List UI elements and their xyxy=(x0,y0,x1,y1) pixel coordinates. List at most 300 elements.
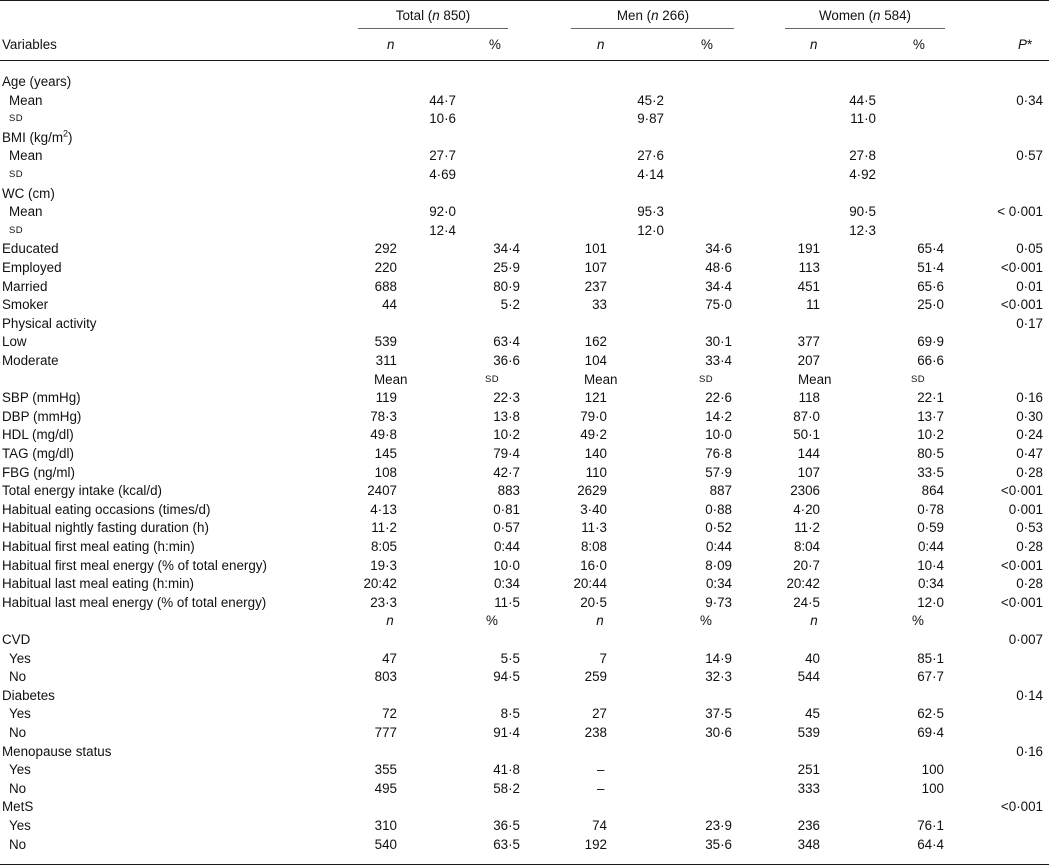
cell-value: 0:34 xyxy=(917,576,944,592)
cell-dash: – xyxy=(597,780,605,796)
p-value: 0·05 xyxy=(1016,241,1043,257)
row-label: No xyxy=(9,725,27,740)
group-header-men xyxy=(568,8,738,23)
table-row xyxy=(0,315,1049,334)
cell-value: 495 xyxy=(374,780,397,796)
subheader-label: % xyxy=(486,613,498,629)
row-label: Yes xyxy=(9,818,31,833)
group-n-symbol: n xyxy=(651,8,659,23)
row-label-text: BMI (kg/m xyxy=(2,129,64,145)
row-label: Habitual eating occasions (times/d) xyxy=(2,501,211,517)
cell-value: 30·1 xyxy=(705,334,732,350)
cell-value: 4·92 xyxy=(849,167,876,182)
row-label: SD xyxy=(9,224,23,236)
table-row xyxy=(0,333,1049,352)
cell-value: 20:42 xyxy=(786,576,820,592)
row-label xyxy=(2,129,73,148)
table-row xyxy=(0,761,1049,780)
subheader-label: Mean xyxy=(798,371,832,387)
p-value: 0·24 xyxy=(1016,427,1043,443)
cell-value: 107 xyxy=(584,260,607,275)
table-row xyxy=(0,352,1049,371)
n-header-total: n xyxy=(387,37,395,52)
cell-value: 883 xyxy=(497,483,520,499)
cell-value: 2407 xyxy=(367,483,397,499)
cell-value: 35·6 xyxy=(705,836,732,852)
cell-value: 8·5 xyxy=(500,706,520,722)
table-row xyxy=(0,817,1049,836)
cell-value: 4·69 xyxy=(429,167,456,182)
p-value: <0·001 xyxy=(1000,297,1043,313)
row-label: SD xyxy=(9,169,23,180)
table-row xyxy=(0,426,1049,445)
cell-value: 94·5 xyxy=(493,669,520,685)
subheader-label: Mean xyxy=(584,371,618,387)
cell-value: 355 xyxy=(374,762,397,778)
subheader-label: SD xyxy=(699,373,713,385)
cell-value: 76·1 xyxy=(917,818,944,833)
group-header-total xyxy=(358,8,508,23)
cell-value: 259 xyxy=(584,669,607,685)
p-value: <0·001 xyxy=(1000,557,1043,573)
subheader-label: Mean xyxy=(374,371,408,387)
cell-value: 688 xyxy=(374,278,397,294)
cell-value: 10·0 xyxy=(493,557,520,573)
subheader-label: SD xyxy=(911,373,925,385)
p-value: 0·34 xyxy=(1016,92,1043,108)
table-row xyxy=(0,482,1049,501)
cell-value: 91·4 xyxy=(493,725,520,740)
table-row xyxy=(0,836,1049,855)
table-row xyxy=(0,538,1049,557)
table-row xyxy=(0,389,1049,408)
cell-value: 66·6 xyxy=(917,353,944,368)
group-underline-total xyxy=(358,28,508,29)
subheader-label: n xyxy=(386,613,394,629)
cell-value: 30·6 xyxy=(705,725,732,740)
table-row xyxy=(0,464,1049,483)
table-row xyxy=(0,371,1049,390)
cell-value: 10·2 xyxy=(917,427,944,443)
row-label: Yes xyxy=(9,762,31,778)
row-label: Total energy intake (kcal/d) xyxy=(2,483,163,499)
cell-value: 777 xyxy=(374,725,397,740)
subheader-label: n xyxy=(810,613,818,629)
table-row xyxy=(0,743,1049,762)
cell-value: 107 xyxy=(797,464,820,480)
cell-value: 0:44 xyxy=(705,539,732,554)
cell-value: 9·87 xyxy=(637,111,664,127)
cell-value: 27·7 xyxy=(429,148,456,164)
table-row xyxy=(0,798,1049,817)
cell-value: 27·6 xyxy=(637,148,664,164)
table-row xyxy=(0,612,1049,631)
cell-value: 90·5 xyxy=(849,204,876,220)
table-row xyxy=(0,129,1049,148)
cell-value: 19·3 xyxy=(370,557,397,573)
cell-value: 207 xyxy=(797,353,820,368)
table-row xyxy=(0,166,1049,185)
cell-value: 12·4 xyxy=(429,222,456,238)
cell-value: 14·2 xyxy=(705,408,732,424)
p-value: 0·16 xyxy=(1016,743,1043,759)
cell-value: 36·6 xyxy=(493,353,520,368)
row-label: Married xyxy=(2,278,48,294)
cell-value: 0:44 xyxy=(917,539,944,554)
cell-value: 10·6 xyxy=(429,111,456,127)
cell-value: 110 xyxy=(585,464,607,480)
cell-value: 13·7 xyxy=(917,408,944,424)
cell-value: 44·7 xyxy=(429,92,456,108)
subheader-label: % xyxy=(912,613,924,629)
cell-value: 0·59 xyxy=(917,520,944,536)
cell-value: 63·5 xyxy=(493,836,520,852)
variables-header: Variables xyxy=(2,37,57,52)
cell-value: 69·9 xyxy=(917,334,944,350)
cell-value: 310 xyxy=(374,818,397,833)
cell-value: 119 xyxy=(375,390,397,406)
cell-value: 33·5 xyxy=(917,464,944,480)
table-row xyxy=(0,705,1049,724)
cell-value: 3·40 xyxy=(580,501,607,517)
table-row xyxy=(0,296,1049,315)
cell-value: 887 xyxy=(709,483,732,499)
cell-value: 145 xyxy=(374,446,397,461)
cell-value: 10·4 xyxy=(917,557,944,573)
cell-value: 292 xyxy=(374,241,397,257)
group-n-symbol: n xyxy=(873,8,881,23)
cell-value: 101 xyxy=(584,241,607,257)
cell-value: 0·78 xyxy=(917,501,944,517)
cell-value: 50·1 xyxy=(793,427,820,443)
cell-value: 48·6 xyxy=(705,260,732,275)
row-label: SBP (mmHg) xyxy=(2,390,81,406)
cell-value: 121 xyxy=(584,390,607,406)
cell-value: 140 xyxy=(584,446,607,461)
cell-value: 803 xyxy=(374,669,397,685)
table-row xyxy=(0,222,1049,241)
p-value: 0·57 xyxy=(1016,148,1043,164)
cell-value: 65·6 xyxy=(917,278,944,294)
p-value: 0·30 xyxy=(1016,408,1043,424)
row-label-text: WC (cm) xyxy=(2,185,55,201)
cell-value: 5·2 xyxy=(500,297,520,313)
p-value: 0·001 xyxy=(1008,501,1043,517)
cell-value: 11·0 xyxy=(850,111,876,127)
pct-header-women: % xyxy=(913,37,925,52)
subheader-label: SD xyxy=(485,373,499,385)
group-label: Men ( xyxy=(616,8,652,23)
cell-value: 348 xyxy=(797,836,820,852)
cell-value: 74 xyxy=(592,818,607,833)
cell-value: 42·7 xyxy=(493,464,520,480)
row-label: Mean xyxy=(9,204,43,220)
cell-value: 44·5 xyxy=(849,92,876,108)
cell-value: 377 xyxy=(797,334,820,350)
cell-value: 311 xyxy=(375,353,397,368)
group-label: Total ( xyxy=(395,8,433,23)
cell-value: 33·4 xyxy=(705,353,732,368)
cell-value: 24·5 xyxy=(793,594,820,610)
table-row xyxy=(0,687,1049,706)
table-row xyxy=(0,445,1049,464)
table-row xyxy=(0,259,1049,278)
row-label: Habitual first meal energy (% of total energy) xyxy=(2,557,267,573)
row-label-end: ) xyxy=(68,129,73,145)
cell-value: 22·3 xyxy=(493,390,520,406)
cell-value: 113 xyxy=(798,260,820,275)
table-row xyxy=(0,408,1049,427)
cell-value: 67·7 xyxy=(917,669,944,685)
cell-value: 0·81 xyxy=(493,501,520,517)
p-value: 0·53 xyxy=(1016,520,1043,536)
cell-value: 79·0 xyxy=(580,408,607,424)
cell-value: 32·3 xyxy=(705,669,732,685)
group-underline-women xyxy=(785,28,945,29)
subheader-label: n xyxy=(596,613,604,629)
row-label: DBP (mmHg) xyxy=(2,408,82,424)
cell-value: 544 xyxy=(797,669,820,685)
cell-value: 63·4 xyxy=(493,334,520,350)
p-value: 0·14 xyxy=(1016,687,1043,703)
cell-value: 76·8 xyxy=(705,446,732,461)
cell-value: 69·4 xyxy=(917,725,944,740)
cell-value: 11·2 xyxy=(371,520,397,536)
p-value: 0·007 xyxy=(1008,632,1043,647)
table-row xyxy=(0,631,1049,650)
p-value: <0·001 xyxy=(1000,594,1043,610)
cell-value: 34·6 xyxy=(705,241,732,257)
row-label: Menopause status xyxy=(2,743,112,759)
subheader-label: % xyxy=(700,613,712,629)
cell-value: 100 xyxy=(921,780,944,796)
cell-value: 49·8 xyxy=(370,427,397,443)
n-header-women: n xyxy=(810,37,818,52)
cell-value: 0·52 xyxy=(705,520,732,536)
cell-value: 62·5 xyxy=(917,706,944,722)
header-rule xyxy=(0,60,1049,61)
cell-value: 79·4 xyxy=(493,446,520,461)
table-row xyxy=(0,650,1049,669)
cell-value: 64·4 xyxy=(917,836,944,852)
p-value: 0·17 xyxy=(1016,315,1043,331)
cell-value: 36·5 xyxy=(493,818,520,833)
table-row xyxy=(0,724,1049,743)
cell-value: 251 xyxy=(797,762,820,778)
cell-value: 108 xyxy=(374,464,397,480)
table-row xyxy=(0,73,1049,92)
cell-value: 22·6 xyxy=(705,390,732,406)
cell-value: 78·3 xyxy=(370,408,397,424)
cell-value: 47 xyxy=(382,650,397,666)
row-label: Habitual last meal eating (h:min) xyxy=(2,576,195,592)
row-label: Diabetes xyxy=(2,687,55,703)
row-label: Low xyxy=(2,334,27,350)
row-label: HDL (mg/dl) xyxy=(2,427,74,443)
row-label: Mean xyxy=(9,148,43,164)
cell-value: 45 xyxy=(805,706,820,722)
cell-value: 25·0 xyxy=(917,297,944,313)
cell-value: 95·3 xyxy=(637,204,664,220)
row-label: Physical activity xyxy=(2,315,97,331)
row-label xyxy=(2,185,55,204)
cell-value: 10·2 xyxy=(493,427,520,443)
row-label: SD xyxy=(9,113,23,125)
cell-value: 11·3 xyxy=(581,520,607,536)
cell-value: 220 xyxy=(374,260,397,275)
row-label: Employed xyxy=(2,260,62,275)
p-value: 0·28 xyxy=(1016,464,1043,480)
cell-value: 238 xyxy=(584,725,607,740)
cell-value: 80·9 xyxy=(493,278,520,294)
top-rule xyxy=(0,0,1049,1)
cell-value: 23·9 xyxy=(705,818,732,833)
cell-value: 37·5 xyxy=(705,706,732,722)
n-header-men: n xyxy=(597,37,605,52)
cell-value: 13·8 xyxy=(493,408,520,424)
p-value-header xyxy=(1018,36,1032,55)
table-row xyxy=(0,203,1049,222)
cell-value: 162 xyxy=(584,334,607,350)
cell-value: 118 xyxy=(798,390,820,406)
cell-value: 33 xyxy=(592,297,607,313)
bottom-rule xyxy=(0,864,1049,865)
row-label: TAG (mg/dl) xyxy=(2,446,74,461)
cell-value: 22·1 xyxy=(917,390,944,406)
cell-value: 72 xyxy=(382,706,397,722)
cell-value: 12·3 xyxy=(849,222,876,238)
row-label-text: Age (years) xyxy=(2,74,72,89)
table-row xyxy=(0,594,1049,613)
group-underline-men xyxy=(571,28,734,29)
cell-value: 10·0 xyxy=(705,427,732,443)
cell-value: 92·0 xyxy=(429,204,456,220)
cell-value: 4·20 xyxy=(793,501,820,517)
cell-value: 34·4 xyxy=(705,278,732,294)
p-value: <0·001 xyxy=(1000,799,1043,815)
cell-value: 0:44 xyxy=(493,539,520,554)
cell-value: 51·4 xyxy=(917,260,944,275)
cell-value: 57·9 xyxy=(705,464,732,480)
row-label: MetS xyxy=(2,799,34,815)
cell-value: 87·0 xyxy=(793,408,820,424)
cell-value: 0·88 xyxy=(705,501,732,517)
cell-value: 11·2 xyxy=(794,520,820,536)
cell-value: 12·0 xyxy=(637,222,664,238)
p-value: 0·01 xyxy=(1016,278,1043,294)
cell-value: 4·14 xyxy=(637,167,664,182)
cell-value: 8:04 xyxy=(793,539,820,554)
cell-value: 191 xyxy=(797,241,820,257)
p-value: <0·001 xyxy=(1000,260,1043,275)
cell-value: 75·0 xyxy=(705,297,732,313)
cell-value: 192 xyxy=(584,836,607,852)
row-label: Mean xyxy=(9,92,43,108)
pct-header-men: % xyxy=(701,37,713,52)
cell-value: 25·9 xyxy=(493,260,520,275)
cell-value: 16·0 xyxy=(580,557,607,573)
row-label: Habitual last meal energy (% of total energy) xyxy=(2,594,267,610)
group-n-value: 584) xyxy=(880,8,912,23)
table-row xyxy=(0,668,1049,687)
table-row xyxy=(0,185,1049,204)
table-row xyxy=(0,519,1049,538)
p-value: 0·16 xyxy=(1016,390,1043,406)
row-label: Habitual first meal eating (h:min) xyxy=(2,539,195,554)
row-label: Yes xyxy=(9,650,31,666)
cell-value: 23·3 xyxy=(370,594,397,610)
cell-value: 45·2 xyxy=(637,92,664,108)
row-label: Smoker xyxy=(2,297,49,313)
table-row xyxy=(0,278,1049,297)
table-row xyxy=(0,557,1049,576)
cell-value: 41·8 xyxy=(493,762,520,778)
row-label: CVD xyxy=(2,632,31,647)
cell-value: 8:08 xyxy=(580,539,607,554)
cell-value: 58·2 xyxy=(493,780,520,796)
cell-value: 40 xyxy=(805,650,820,666)
cell-value: 20:44 xyxy=(573,576,607,592)
row-label: Habitual nightly fasting duration (h) xyxy=(2,520,209,536)
cell-value: 85·1 xyxy=(917,650,944,666)
row-label: FBG (ng/ml) xyxy=(2,464,75,480)
cell-value: 333 xyxy=(797,780,820,796)
table-row xyxy=(0,92,1049,111)
p-value: 0·28 xyxy=(1016,576,1043,592)
table-row xyxy=(0,110,1049,129)
table-row xyxy=(0,240,1049,259)
table-row xyxy=(0,575,1049,594)
cell-value: 44 xyxy=(382,297,397,313)
cell-value: 7 xyxy=(599,650,607,666)
cell-dash: – xyxy=(597,762,605,778)
cell-value: 20·7 xyxy=(793,557,820,573)
cell-value: 8·09 xyxy=(705,557,732,573)
cell-value: 0·57 xyxy=(493,520,520,536)
p-symbol: P xyxy=(1018,37,1027,52)
cell-value: 80·5 xyxy=(917,446,944,461)
cell-value: 4·13 xyxy=(370,501,397,517)
cell-value: 49·2 xyxy=(580,427,607,443)
cell-value: 14·9 xyxy=(705,650,732,666)
table-row xyxy=(0,501,1049,520)
group-n-symbol: n xyxy=(432,8,440,23)
row-label: Moderate xyxy=(2,353,59,368)
group-label: Women ( xyxy=(818,8,874,23)
cell-value: 0:34 xyxy=(493,576,520,592)
cell-value: 539 xyxy=(797,725,820,740)
row-label: No xyxy=(9,836,27,852)
cell-value: 20·5 xyxy=(580,594,607,610)
row-label xyxy=(2,73,71,92)
cell-value: 20:42 xyxy=(363,576,397,592)
group-n-value: 850) xyxy=(439,8,471,23)
cell-value: 8:05 xyxy=(370,539,397,554)
cell-value: 540 xyxy=(374,836,397,852)
cell-value: 65·4 xyxy=(917,241,944,257)
cell-value: 5·5 xyxy=(500,650,520,666)
group-header-women xyxy=(785,8,945,23)
cell-value: 34·4 xyxy=(493,241,520,257)
cell-value: 144 xyxy=(797,446,820,461)
cell-value: 27·8 xyxy=(849,148,876,164)
group-n-value: 266) xyxy=(658,8,690,23)
row-label: No xyxy=(9,669,27,685)
p-value: <0·001 xyxy=(1000,483,1043,499)
cell-value: 11 xyxy=(806,297,820,313)
cell-value: 27 xyxy=(592,706,607,722)
cell-value: 451 xyxy=(797,278,820,294)
